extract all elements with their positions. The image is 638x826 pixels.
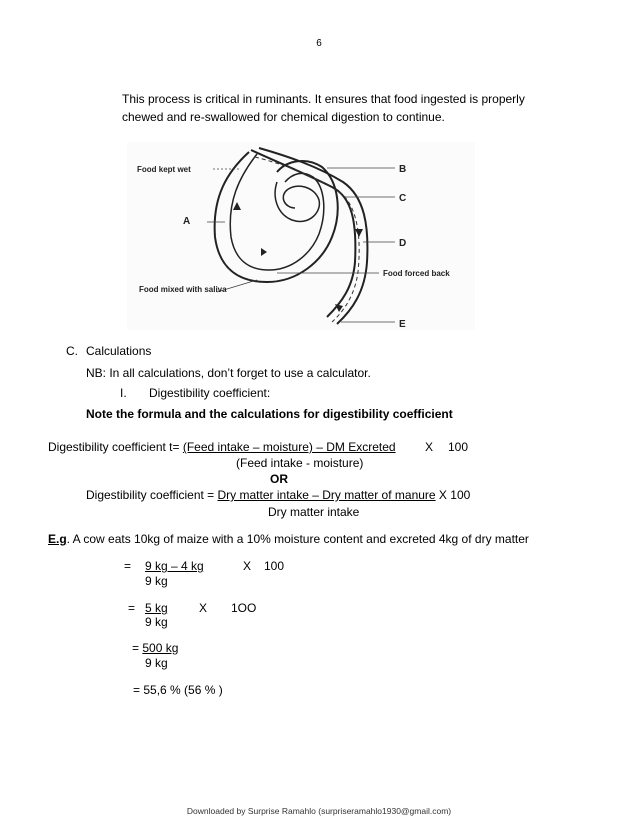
label-e: E <box>399 319 406 330</box>
formula-1-prefix: Digestibility coefficient t= <box>48 440 183 454</box>
example-label: E.g <box>48 532 67 546</box>
intro-line-2: chewed and re-swallowed for chemical digestion to continue. <box>122 110 445 124</box>
step-1-denominator: 9 kg <box>145 574 168 588</box>
nb-note: NB: In all calculations, don’t forget to use a calculator. <box>86 366 371 380</box>
formula-1-hundred: 100 <box>448 440 469 454</box>
label-b: B <box>399 164 407 175</box>
formula-1-denominator: (Feed intake - moisture) <box>236 456 364 470</box>
step-3 <box>132 641 178 655</box>
formula-1-numerator: (Feed intake – moisture) – DM Excreted <box>182 440 396 454</box>
step-1-hundred: 100 <box>264 559 285 573</box>
formula-2-prefix: Digestibility coefficient = <box>86 488 218 502</box>
digestibility-subheading: Digestibility coefficient: <box>149 386 271 400</box>
formula-2-numerator: Dry matter intake – Dry matter of manure <box>217 488 436 502</box>
step-1-equals: = <box>124 559 132 573</box>
step-3-denominator: 9 kg <box>145 656 168 670</box>
label-food-forced-back: Food forced back <box>383 269 450 278</box>
step-3-equals: = <box>132 641 143 655</box>
download-footer: Downloaded by Surprise Ramahlo (surpriseramahlo1930@gmail.com) <box>186 806 452 816</box>
step-2-denominator: 9 kg <box>145 615 168 629</box>
step-3-numerator: 500 kg <box>142 641 179 655</box>
label-food-kept-wet: Food kept wet <box>137 165 191 174</box>
step-1-numerator: 9 kg – 4 kg <box>145 559 204 573</box>
section-c-marker: C. <box>66 344 78 358</box>
intro-line-1: This process is critical in ruminants. It ensures that food ingested is properly <box>122 92 525 106</box>
formula-note: Note the formula and the calculations for digestibility coefficient <box>86 407 453 421</box>
page-number: 6 <box>316 38 322 49</box>
formula-2-times-100: X 100 <box>435 488 471 502</box>
label-c: C <box>399 193 407 204</box>
step-2-numerator: 5 kg <box>145 601 168 615</box>
label-food-mixed-saliva: Food mixed with saliva <box>139 285 227 294</box>
result: = 55,6 % (56 % ) <box>133 683 223 697</box>
rumination-diagram <box>127 142 475 330</box>
formula-1 <box>48 440 396 454</box>
example-text: . A cow eats 10kg of maize with a 10% moisture content and excreted 4kg of dry matter <box>66 532 529 546</box>
step-2-equals: = <box>128 601 136 615</box>
label-a: A <box>183 216 191 227</box>
label-d: D <box>399 238 407 249</box>
step-1-times: X <box>243 559 252 573</box>
formula-1-times: X <box>425 440 434 454</box>
or-divider: OR <box>270 472 288 486</box>
step-2-times: X <box>199 601 208 615</box>
step-2-hundred: 1OO <box>231 601 257 615</box>
formula-2-denominator: Dry matter intake <box>268 505 360 519</box>
example <box>48 532 529 546</box>
roman-numeral-i: I. <box>120 386 127 400</box>
section-c-title: Calculations <box>86 344 152 358</box>
formula-2 <box>86 488 470 502</box>
